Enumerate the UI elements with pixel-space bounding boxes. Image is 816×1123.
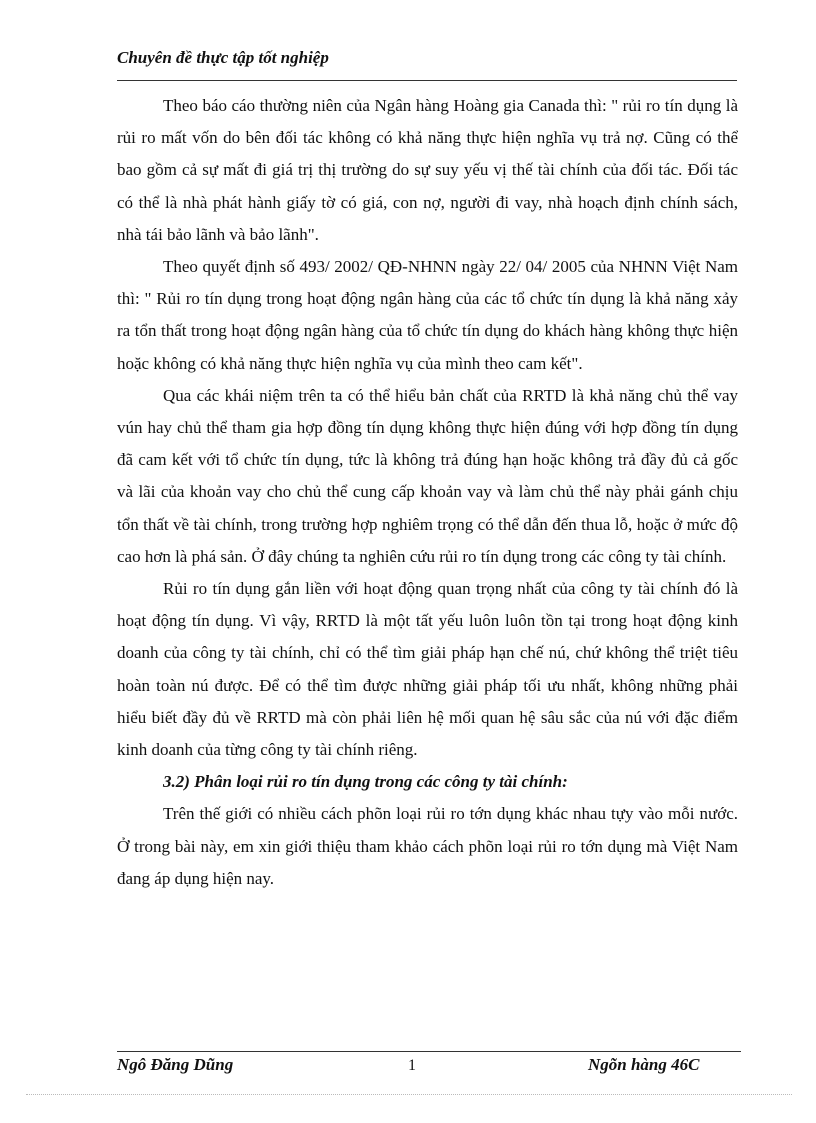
paragraph-2: Theo quyết định số 493/ 2002/ QĐ-NHNN ngày 22/ 04/ 2005 của NHNN Việt Nam thì: " Rủi ro tín dụng trong hoạt động ngân hàng của các tổ chức tín dụng là khả năng xảy ra tổn thất trong hoạt động ngân hàng của tổ chức tín dụng do khách hàng không thực hiện hoặc không có khả năng thực hiện nghĩa vụ của mình theo cam kết". (117, 257, 738, 373)
page-number: 1 (408, 1057, 416, 1074)
footer-author: Ngô Đăng Dũng (117, 1055, 234, 1074)
page-edge-divider (26, 1094, 792, 1095)
footer-rule (117, 1051, 741, 1052)
header-title: Chuyên đề thực tập tốt nghiệp (117, 48, 329, 67)
paragraph-4: Rủi ro tín dụng gắn liền với hoạt động quan trọng nhất của công ty tài chính đó là hoạt động tín dụng. Vì vậy, RRTD là một tất yếu luôn luôn tồn tại trong hoạt động kinh doanh của công ty tài chính, chỉ có thể tìm giải pháp hạn chế nú, chứ không thể triệt tiêu hoàn toàn nú được. Để có thể tìm được những giải pháp tối ưu nhất, không những phải hiểu biết đầy đủ về RRTD mà còn phải liên hệ mối quan hệ sâu sắc của nú với đặc điểm kinh doanh của từng công ty tài chính riêng. (117, 579, 738, 760)
header-rule (117, 80, 737, 81)
paragraph-3: Qua các khái niệm trên ta có thể hiểu bản chất của RRTD là khả năng chủ thể vay vún hay chủ thể tham gia hợp đồng tín dụng không thực hiện đúng với hợp đồng tín dụng đã cam kết với tổ chức tín dụng, tức là không trả đúng hạn hoặc không trả đầy đủ cả gốc và lãi của khoản vay cho chủ thể cung cấp khoản vay và làm chủ thể này phải gánh chịu tổn thất về tài chính, trong trường hợp nghiêm trọng có thể dẫn đến thua lỗ, hoặc ở mức độ cao hơn là phá sản. Ở đây chúng ta nghiên cứu rủi ro tín dụng trong các công ty tài chính. (117, 385, 738, 566)
paragraph-5: Trên thế giới có nhiều cách phõn loại rủi ro tớn dụng khác nhau tựy vào mỗi nước. Ở trong bài này, em xin giới thiệu tham khảo cách phõn loại rủi ro tớn dụng mà Việt Nam đang áp dụng hiện nay. (117, 804, 738, 888)
footer-department: Ngõn hàng 46C (588, 1055, 700, 1074)
paragraph-1: Theo báo cáo thường niên của Ngân hàng Hoàng gia Canada thì: " rủi ro tín dụng là rủi ro mất vốn do bên đối tác không có khả năng thực hiện nghĩa vụ trả nợ. Cũng có thể bao gồm cả sự mất đi giá trị thị trường do sự suy yếu vị thế tài chính của đối tác. Đối tác có thể là nhà phát hành giấy tờ có giá, con nợ, người đi vay, nhà hoạch định chính sách, nhà tái bảo lãnh và bảo lãnh". (117, 96, 738, 244)
section-heading: 3.2) Phân loại rủi ro tín dụng trong các công ty tài chính: (163, 772, 568, 792)
document-body (117, 90, 738, 895)
